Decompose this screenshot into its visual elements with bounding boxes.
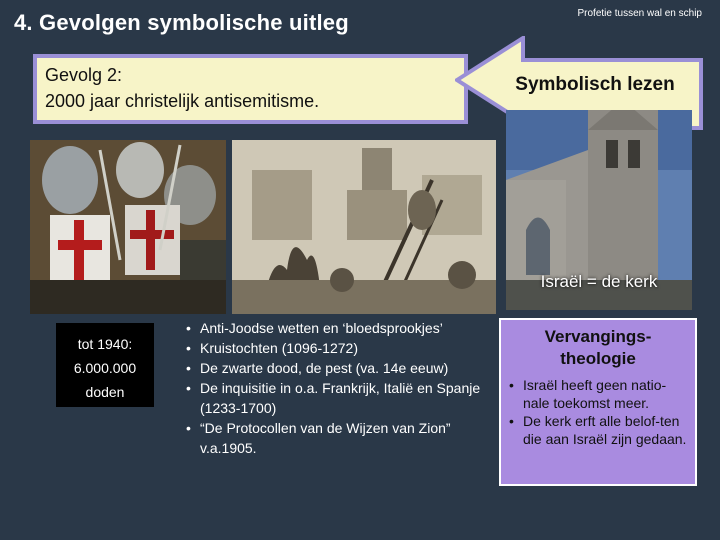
gevolg-body: 2000 jaar christelijk antisemitisme. xyxy=(45,91,320,111)
list-item: • De kerk erft alle belof-ten die aan Israël zijn gedaan. xyxy=(509,412,687,448)
gevolg-box xyxy=(33,54,468,124)
list-item: • Kruistochten (1096-1272) xyxy=(186,338,506,358)
events-list xyxy=(186,318,506,458)
arrow-label: Symbolisch lezen xyxy=(515,74,675,95)
church-caption: Israël = de kerk xyxy=(540,272,658,291)
crusaders-image xyxy=(30,140,226,314)
page-title: 4. Gevolgen symbolische uitleg xyxy=(14,10,349,35)
deaths-line-1: tot 1940: xyxy=(77,336,133,352)
deaths-box xyxy=(56,323,154,407)
list-item: • De inquisitie in o.a. Frankrijk, Italië en Spanje (1233-1700) xyxy=(186,378,506,418)
theology-box xyxy=(499,318,697,486)
theology-title: Vervangings-theologie xyxy=(544,327,652,368)
list-item: • Israël heeft geen natio-nale toekomst meer. xyxy=(509,376,687,412)
gevolg-title: Gevolg 2: xyxy=(45,65,123,85)
inquisition-image xyxy=(232,140,496,314)
deaths-line-2: 6.000.000 xyxy=(73,360,137,376)
list-item: • De zwarte dood, de pest (va. 14e eeuw) xyxy=(186,358,506,378)
slide-subtitle: Profetie tussen wal en schip xyxy=(577,8,702,19)
list-item: • “De Protocollen van de Wijzen van Zion” v.a.1905. xyxy=(186,418,506,458)
list-item: • Anti-Joodse wetten en ‘bloedsprookjes’ xyxy=(186,318,506,338)
deaths-line-3: doden xyxy=(85,384,125,400)
